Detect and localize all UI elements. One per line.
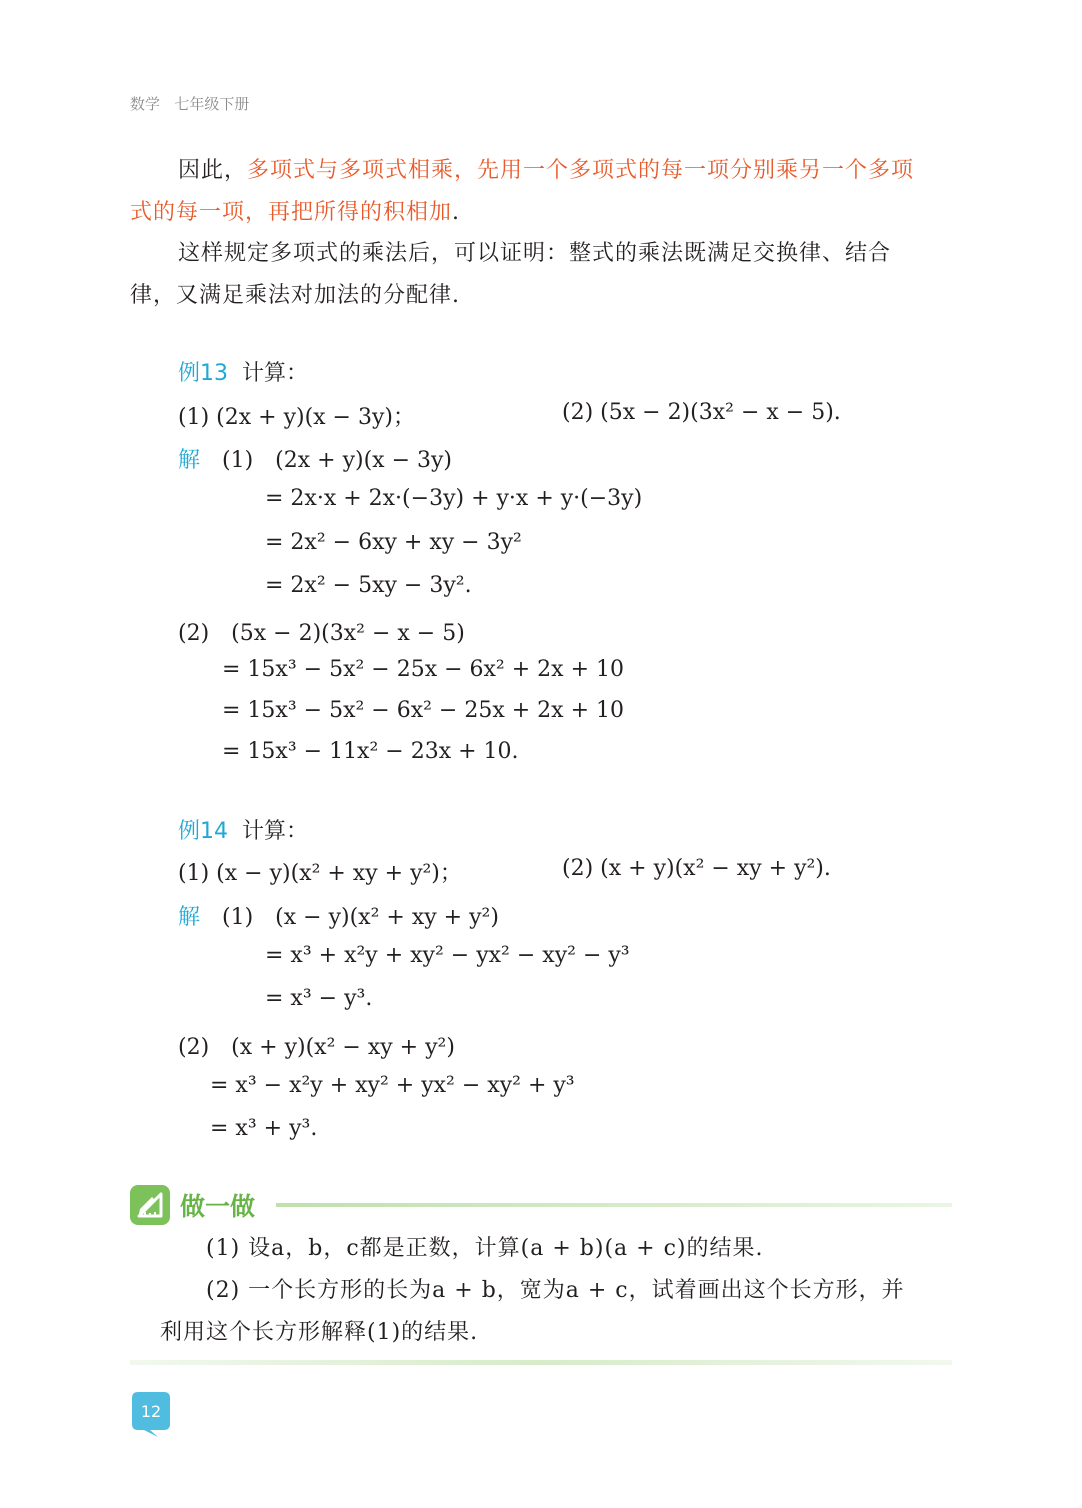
rule-text-2: 式的每一项，再把所得的积相加 [130,200,453,225]
example13-sol2-line-2: = 15x³ − 5x² − 6x² − 25x + 2x + 10 [222,698,624,723]
page-number: 12 [140,1402,162,1421]
example14-sol1-line-1: = x³ + x²y + xy² − yx² − xy² − y³ [265,943,630,968]
example13-label: 例13 [178,361,228,386]
example13-sol2-line-3: = 15x³ − 11x² − 23x + 10. [222,739,519,764]
header-subject: 数学 [130,95,161,113]
example14-problem-1: (1) (x − y)(x² + xy + y²)； [178,861,462,886]
running-header [130,93,249,114]
activity-title: 做一做 [180,1192,256,1221]
example14-sol2-line-0: (2) (x + y)(x² − xy + y²) [178,1035,455,1060]
example14-sol2-line-2: = x³ + y³. [210,1116,318,1141]
intro-para2-line-1: 这样规定多项式的乘法后，可以证明：整式的乘法既满足交换律、结合 [178,241,892,266]
example13-task: 计算： [242,361,309,386]
rule-end: . [452,200,461,225]
example14-label: 例14 [178,819,228,844]
activity-item-2-line-1: (2) 一个长方形的长为a + b，宽为a + c，试着画出这个长方形，并 [206,1278,905,1303]
example13-sol1-line-2: = 2x² − 6xy + xy − 3y² [265,530,522,555]
page-number-badge [128,1390,174,1438]
example14-sol1-line-2: = x³ − y³. [265,986,373,1011]
activity-bottom-rule [130,1360,952,1365]
activity-item-1: (1) 设a，b，c都是正数，计算(a + b)(a + c)的结果. [206,1236,764,1261]
rule-text-1: 多项式与多项式相乘，先用一个多项式的每一项分别乘另一个多项 [247,158,915,183]
example13-problem-1: (1) (2x + y)(x − 3y)； [178,405,415,430]
example14-task: 计算： [242,819,309,844]
example13-sol1-line-3: = 2x² − 5xy − 3y². [265,573,472,598]
example13-solution-label: 解 [178,448,201,473]
header-book: 七年级下册 [174,95,250,113]
example14-problem-2: (2) (x + y)(x² − xy + y²). [562,856,831,881]
example14-solution-label: 解 [178,905,201,930]
example13-sol2-line-1: = 15x³ − 5x² − 25x − 6x² + 2x + 10 [222,657,624,682]
pencil-ruler-icon-svg [130,1185,170,1225]
example13-heading [178,356,308,387]
intro-lead: 因此， [178,158,248,183]
example13-sol1-line-1: = 2x·x + 2x·(−3y) + y·x + y·(−3y) [265,486,643,511]
example13-sol2-line-0: (2) (5x − 2)(3x² − x − 5) [178,621,465,646]
activity-item-2-line-2: 利用这个长方形解释(1)的结果. [160,1320,479,1345]
example14-sol2-line-1: = x³ − x²y + xy² + yx² − xy² + y³ [210,1073,575,1098]
intro-line-2 [130,192,460,234]
intro-line-1 [178,150,914,192]
example14-sol1-line-0: (1) (x − y)(x² + xy + y²) [222,905,499,930]
example13-sol1-line-0: (1) (2x + y)(x − 3y) [222,448,453,473]
example13-problem-2: (2) (5x − 2)(3x² − x − 5). [562,400,841,425]
example14-heading [178,814,308,845]
intro-para2-line-2: 律，又满足乘法对加法的分配律. [130,283,460,308]
pencil-ruler-icon [130,1185,170,1225]
activity-top-rule [276,1203,952,1207]
